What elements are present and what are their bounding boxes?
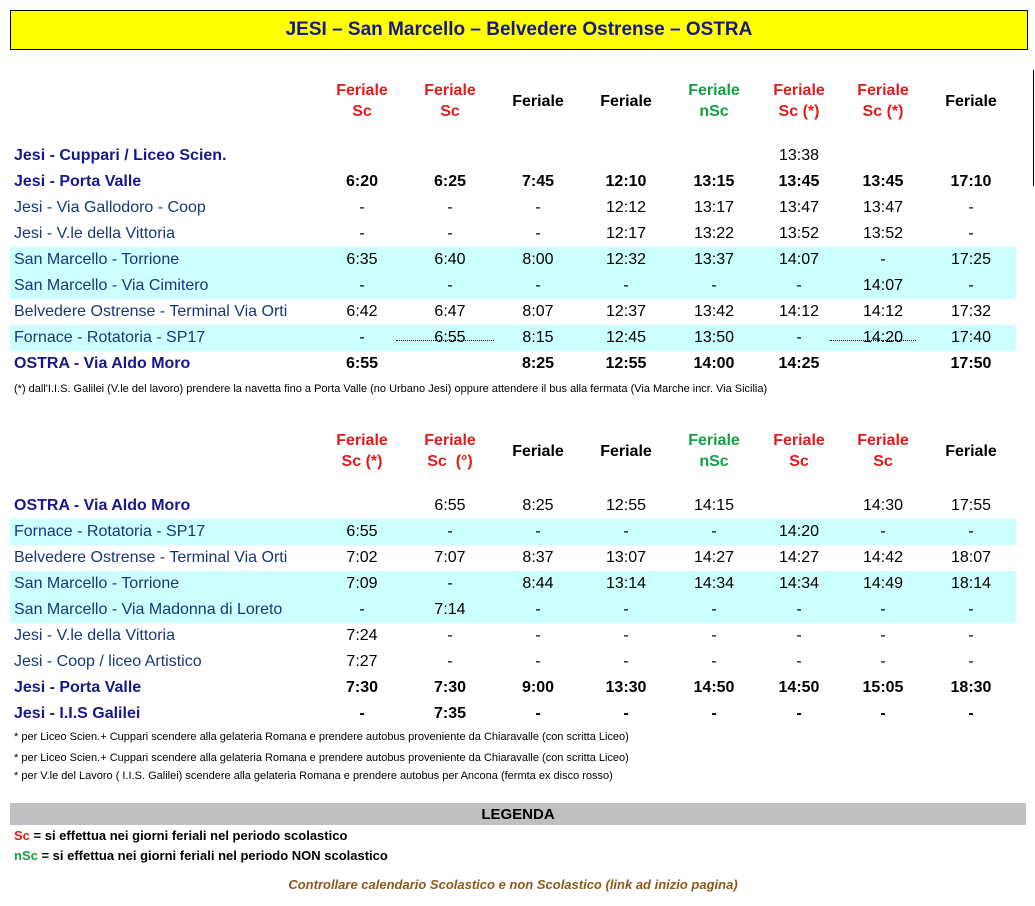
- stop-name: San Marcello - Torrione: [14, 251, 180, 268]
- time-cell: [496, 143, 580, 169]
- stop-name: Jesi - Porta Valle: [14, 679, 142, 696]
- time-cell: 13:30: [605, 679, 647, 696]
- time-cell: 8:07: [522, 303, 554, 320]
- time-cell: 8:15: [522, 329, 554, 346]
- outbound-timetable: [10, 70, 1016, 377]
- time-cell: 8:00: [522, 251, 554, 268]
- time-cell: 6:20: [345, 173, 379, 190]
- time-cell: 13:37: [693, 251, 735, 268]
- calendar-footer-note: Controllare calendario Scolastico e non Scolastico (link ad inizio pagina): [288, 877, 738, 892]
- column-header-line1: Feriale: [512, 92, 564, 110]
- time-cell: 9:00: [521, 679, 555, 696]
- stop-name: Fornace - Rotatoria - SP17: [14, 329, 206, 346]
- time-cell: -: [359, 277, 365, 294]
- time-cell: 17:25: [950, 251, 992, 268]
- time-cell: 13:42: [693, 303, 735, 320]
- time-cell: 6:55: [346, 523, 378, 540]
- page-title: JESI – San Marcello – Belvedere Ostrense – OSTRA: [10, 10, 1028, 50]
- time-cell: 14:20: [778, 523, 820, 540]
- column-header-line1: Feriale: [600, 92, 652, 110]
- table-row: [10, 325, 1016, 351]
- stop-name: Belvedere Ostrense - Terminal Via Orti: [14, 303, 288, 320]
- time-cell: 18:14: [950, 575, 992, 592]
- time-cell: 7:07: [434, 549, 466, 566]
- column-header: [408, 70, 492, 132]
- time-cell: 17:10: [950, 173, 992, 190]
- column-header-line2: Sc: [352, 103, 372, 120]
- table1-footnote: (*) dall'I.I.S. Galilei (V.le del lavoro) prendere la navetta fino a Porta Valle (no Urbano Jesi) oppure attendere il bus alla fermata (Via Marche incr. Via Sicilia): [14, 383, 768, 395]
- column-header: [672, 420, 756, 482]
- time-cell: 6:55: [345, 355, 379, 372]
- time-cell: -: [623, 705, 629, 722]
- column-header-line2: Sc: [789, 453, 809, 470]
- time-cell: -: [535, 225, 541, 242]
- time-cell: 14:34: [693, 575, 735, 592]
- time-cell: [757, 493, 841, 519]
- column-header-line1: Feriale: [857, 432, 909, 449]
- time-cell: -: [968, 225, 974, 242]
- column-header: [408, 420, 492, 482]
- table-row: [10, 299, 1016, 325]
- time-cell: 7:35: [433, 705, 467, 722]
- table-row: [10, 701, 1016, 727]
- time-cell: 6:47: [434, 303, 466, 320]
- table-row: [10, 493, 1016, 519]
- time-cell: -: [796, 329, 802, 346]
- column-header-line2: nSc: [699, 103, 729, 120]
- table2-footnote: * per V.le del Lavoro ( I.I.S. Galilei) scendere alla gelateria Romana e prendere autobus per Ancona (fermta ex disco rosso): [14, 770, 613, 782]
- time-cell: [408, 143, 492, 169]
- time-cell: -: [623, 627, 629, 644]
- time-cell: 17:50: [950, 355, 992, 372]
- time-cell: [584, 143, 668, 169]
- time-cell: 14:07: [862, 277, 904, 294]
- legend-title: LEGENDA: [10, 803, 1026, 825]
- time-cell: 14:50: [693, 679, 735, 696]
- time-cell: -: [711, 705, 717, 722]
- column-header: [320, 420, 404, 482]
- time-cell: -: [535, 277, 541, 294]
- legend-text: = si effettua nei giorni feriali nel periodo scolastico: [29, 828, 348, 843]
- time-cell: -: [535, 601, 541, 618]
- time-cell: -: [359, 601, 365, 618]
- time-cell: 17:40: [950, 329, 992, 346]
- time-cell: -: [711, 601, 717, 618]
- time-cell: 12:17: [605, 225, 647, 242]
- time-cell: 13:38: [778, 147, 820, 164]
- time-cell: -: [623, 601, 629, 618]
- table-row: [10, 143, 1016, 169]
- legend-item-sc: [14, 828, 347, 843]
- time-cell: 12:37: [605, 303, 647, 320]
- time-cell: 17:55: [950, 497, 992, 514]
- column-header-line1: Feriale: [773, 432, 825, 449]
- time-cell: -: [796, 601, 802, 618]
- column-header: [496, 70, 580, 132]
- dotted-separator: [396, 340, 494, 341]
- time-cell: 14:49: [862, 575, 904, 592]
- time-cell: 6:40: [434, 251, 466, 268]
- column-header-line2: Sc (*): [341, 453, 383, 470]
- time-cell: -: [796, 705, 802, 722]
- time-cell: 17:32: [950, 303, 992, 320]
- time-cell: 14:12: [862, 303, 904, 320]
- column-header-line1: Feriale: [600, 442, 652, 460]
- column-header-line1: Feriale: [424, 432, 476, 449]
- time-cell: 8:44: [522, 575, 554, 592]
- column-header: [757, 420, 841, 482]
- time-cell: -: [623, 653, 629, 670]
- time-cell: -: [968, 601, 974, 618]
- column-header-line1: Feriale: [945, 92, 997, 110]
- time-cell: -: [711, 277, 717, 294]
- time-cell: 18:07: [950, 549, 992, 566]
- time-cell: 7:02: [346, 549, 378, 566]
- time-cell: 6:55: [434, 329, 466, 346]
- table-row: [10, 571, 1016, 597]
- table-row: [10, 597, 1016, 623]
- return-timetable: [10, 420, 1016, 727]
- time-cell: 12:55: [605, 355, 647, 372]
- table-row: [10, 519, 1016, 545]
- column-header-line2: Sc (°): [427, 453, 473, 470]
- time-cell: 13:17: [693, 199, 735, 216]
- time-cell: 7:14: [434, 601, 466, 618]
- time-cell: -: [880, 653, 886, 670]
- time-cell: 7:24: [346, 627, 378, 644]
- time-cell: -: [623, 523, 629, 540]
- column-header-line1: Feriale: [688, 82, 740, 99]
- column-header-line1: Feriale: [945, 442, 997, 460]
- time-cell: 14:25: [778, 355, 820, 372]
- time-cell: [672, 143, 756, 169]
- table2-footnote: * per Liceo Scien.+ Cuppari scendere alla gelateria Romana e prendere autobus proveniente da Chiaravalle (con scritta Liceo): [14, 731, 629, 743]
- table-row: [10, 545, 1016, 571]
- stop-name: San Marcello - Via Cimitero: [14, 277, 209, 294]
- time-cell: 7:27: [346, 653, 378, 670]
- time-cell: 8:25: [522, 497, 554, 514]
- time-cell: -: [880, 601, 886, 618]
- column-header-line1: Feriale: [512, 442, 564, 460]
- table-row: [10, 675, 1016, 701]
- table-row: [10, 273, 1016, 299]
- time-cell: -: [447, 199, 453, 216]
- stop-name: Jesi - Porta Valle: [14, 173, 142, 190]
- time-cell: -: [359, 705, 365, 722]
- time-cell: 13:50: [693, 329, 735, 346]
- column-header: [584, 420, 668, 482]
- time-cell: 12:45: [605, 329, 647, 346]
- stop-name: Jesi - Coop / liceo Artistico: [14, 653, 202, 670]
- time-cell: 6:25: [433, 173, 467, 190]
- stop-name: San Marcello - Via Madonna di Loreto: [14, 601, 283, 618]
- time-cell: -: [359, 225, 365, 242]
- column-header-line2: Sc: [440, 103, 460, 120]
- time-cell: -: [796, 627, 802, 644]
- legend-code: nSc: [14, 848, 38, 863]
- stop-name: Belvedere Ostrense - Terminal Via Orti: [14, 549, 288, 566]
- time-cell: 13:45: [778, 173, 820, 190]
- table-row: [10, 195, 1016, 221]
- time-cell: -: [535, 705, 541, 722]
- column-header: [841, 420, 925, 482]
- column-header: [320, 70, 404, 132]
- time-cell: 6:42: [346, 303, 378, 320]
- table-row: [10, 247, 1016, 273]
- time-cell: -: [535, 199, 541, 216]
- column-header: [929, 420, 1013, 482]
- right-edge-divider: [1033, 70, 1034, 186]
- column-header-line2: Sc: [873, 453, 893, 470]
- table-header: [10, 420, 1016, 482]
- stop-name: San Marcello - Torrione: [14, 575, 180, 592]
- time-cell: -: [968, 705, 974, 722]
- column-header: [929, 70, 1013, 132]
- time-cell: 18:30: [950, 679, 992, 696]
- stop-name: OSTRA - Via Aldo Moro: [14, 497, 191, 514]
- time-cell: 8:25: [521, 355, 555, 372]
- time-cell: 14:00: [693, 355, 735, 372]
- dotted-separator: [830, 340, 916, 341]
- legend-item-nsc: [14, 848, 388, 863]
- time-cell: [841, 143, 925, 169]
- time-cell: 12:12: [605, 199, 647, 216]
- time-cell: -: [880, 523, 886, 540]
- table-row: [10, 623, 1016, 649]
- column-header-line1: Feriale: [857, 82, 909, 99]
- stop-name: Jesi - V.le della Vittoria: [14, 225, 175, 242]
- time-cell: [320, 493, 404, 519]
- time-cell: 13:07: [605, 549, 647, 566]
- stop-name: Jesi - V.le della Vittoria: [14, 627, 175, 644]
- time-cell: -: [535, 653, 541, 670]
- time-cell: -: [968, 653, 974, 670]
- table-row: [10, 351, 1016, 377]
- time-cell: 7:30: [433, 679, 467, 696]
- time-cell: -: [968, 627, 974, 644]
- time-cell: 14:30: [862, 497, 904, 514]
- time-cell: 14:34: [778, 575, 820, 592]
- time-cell: -: [535, 627, 541, 644]
- time-cell: -: [359, 329, 365, 346]
- time-cell: -: [447, 277, 453, 294]
- time-cell: 14:27: [693, 549, 735, 566]
- time-cell: 12:32: [605, 251, 647, 268]
- time-cell: 14:42: [862, 549, 904, 566]
- time-cell: 13:14: [605, 575, 647, 592]
- time-cell: -: [796, 277, 802, 294]
- stop-name: Fornace - Rotatoria - SP17: [14, 523, 206, 540]
- time-cell: [929, 143, 1013, 169]
- column-header-line2: nSc: [699, 453, 729, 470]
- stop-name: Jesi - Cuppari / Liceo Scien.: [14, 147, 227, 164]
- legend-code: Sc: [14, 828, 30, 843]
- column-header: [584, 70, 668, 132]
- table-row: [10, 221, 1016, 247]
- column-header: [841, 70, 925, 132]
- time-cell: -: [968, 523, 974, 540]
- time-cell: 14:15: [693, 497, 735, 514]
- time-cell: -: [447, 627, 453, 644]
- stop-name: Jesi - I.I.S Galilei: [14, 705, 141, 722]
- column-header: [496, 420, 580, 482]
- table-row: [10, 649, 1016, 675]
- column-header-line2: Sc (*): [862, 103, 904, 120]
- time-cell: -: [880, 251, 886, 268]
- time-cell: -: [796, 653, 802, 670]
- time-cell: 13:52: [862, 225, 904, 242]
- column-header-line1: Feriale: [336, 82, 388, 99]
- table2-footnote: * per Liceo Scien.+ Cuppari scendere alla gelateria Romana e prendere autobus proveniente da Chiaravalle (con scritta Liceo): [14, 752, 629, 764]
- time-cell: 13:22: [693, 225, 735, 242]
- column-header-line1: Feriale: [773, 82, 825, 99]
- column-header: [672, 70, 756, 132]
- time-cell: -: [880, 627, 886, 644]
- time-cell: 13:15: [693, 173, 735, 190]
- time-cell: 13:52: [778, 225, 820, 242]
- column-header-line1: Feriale: [336, 432, 388, 449]
- stop-name: OSTRA - Via Aldo Moro: [14, 355, 191, 372]
- time-cell: 7:09: [346, 575, 378, 592]
- column-header-line1: Feriale: [688, 432, 740, 449]
- time-cell: [841, 351, 925, 377]
- time-cell: -: [711, 653, 717, 670]
- time-cell: [320, 143, 404, 169]
- time-cell: 14:07: [778, 251, 820, 268]
- legend-text: = si effettua nei giorni feriali nel periodo NON scolastico: [37, 848, 388, 863]
- stop-name: Jesi - Via Gallodoro - Coop: [14, 199, 206, 216]
- column-header-line2: Sc (*): [778, 103, 820, 120]
- time-cell: 13:47: [778, 199, 820, 216]
- column-header: [757, 70, 841, 132]
- time-cell: -: [711, 523, 717, 540]
- time-cell: -: [968, 199, 974, 216]
- time-cell: 8:37: [522, 549, 554, 566]
- time-cell: -: [968, 277, 974, 294]
- time-cell: 12:55: [605, 497, 647, 514]
- time-cell: 7:30: [345, 679, 379, 696]
- time-cell: 7:45: [521, 173, 555, 190]
- time-cell: 13:47: [862, 199, 904, 216]
- time-cell: 6:35: [346, 251, 378, 268]
- time-cell: 13:45: [862, 173, 904, 190]
- time-cell: 12:10: [605, 173, 647, 190]
- time-cell: -: [623, 277, 629, 294]
- column-header-line1: Feriale: [424, 82, 476, 99]
- time-cell: -: [711, 627, 717, 644]
- table-header: [10, 70, 1016, 132]
- table-row: [10, 169, 1016, 195]
- time-cell: -: [359, 199, 365, 216]
- time-cell: 14:20: [862, 329, 904, 346]
- time-cell: -: [447, 225, 453, 242]
- time-cell: 6:55: [434, 497, 466, 514]
- time-cell: 14:12: [778, 303, 820, 320]
- time-cell: 14:27: [778, 549, 820, 566]
- time-cell: -: [880, 705, 886, 722]
- time-cell: -: [447, 523, 453, 540]
- time-cell: 15:05: [862, 679, 904, 696]
- time-cell: 14:50: [778, 679, 820, 696]
- time-cell: -: [535, 523, 541, 540]
- time-cell: -: [447, 653, 453, 670]
- time-cell: -: [447, 575, 453, 592]
- time-cell: [408, 351, 492, 377]
